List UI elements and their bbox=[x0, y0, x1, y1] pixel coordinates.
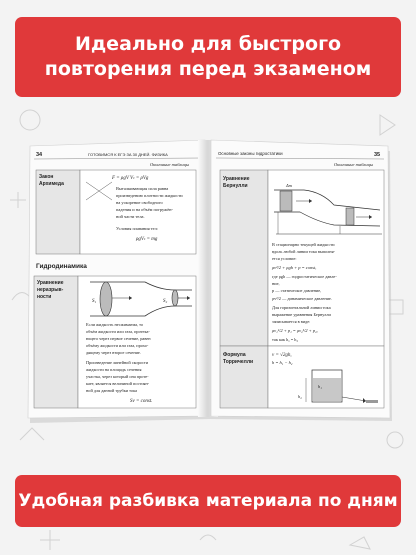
archimedes-formula: F = ρgV Vₜ = ρVg bbox=[112, 176, 149, 181]
float-condition: ρgVₜ = mg bbox=[136, 237, 158, 242]
bernoulli-label-2: Бернулли bbox=[223, 183, 248, 189]
left-running-head: ГОТОВИМСЯ К ЕГЭ ЗА 30 ДНЕЙ. ФИЗИКА bbox=[88, 152, 168, 157]
archimedes-line-4: падения и на объём погружён- bbox=[116, 207, 173, 212]
right-continuation: Окончание таблицы bbox=[334, 162, 373, 167]
bernoulli-label-1: Уравнение bbox=[223, 176, 250, 182]
right-running-head: Основные законы гидростатики bbox=[218, 151, 283, 156]
continuity-line-9: кает, является величиной постоян- bbox=[86, 381, 150, 386]
section-title-hydrodynamics: Гидродинамика bbox=[36, 263, 87, 270]
torricelli-h-relation: h = h₁ − h₂ bbox=[272, 360, 293, 365]
right-page-number: 35 bbox=[374, 152, 381, 158]
bernoulli-line-13: так как h₁ = h₂ bbox=[272, 337, 298, 342]
continuity-line-5: дящему через второе сечение. bbox=[86, 350, 141, 355]
torricelli-label-2: Торричелли bbox=[223, 359, 254, 365]
continuity-s2: S₂ bbox=[163, 299, 168, 304]
bernoulli-label-cell bbox=[220, 170, 268, 346]
left-page-number: 34 bbox=[36, 152, 43, 158]
left-page bbox=[28, 140, 205, 418]
bottom-banner bbox=[15, 475, 401, 527]
left-continuation: Окончание таблицы bbox=[150, 162, 189, 167]
continuity-line-2: объём жидкости или газа, протека- bbox=[86, 329, 150, 334]
continuity-line-3: ющего через первое сечение, равен bbox=[86, 336, 151, 341]
continuity-label-1: Уравнение bbox=[37, 280, 64, 286]
bernoulli-line-9: Для горизонтальной линии тока bbox=[272, 305, 331, 310]
bernoulli-line-7: p — статическое давление, bbox=[272, 288, 322, 293]
continuity-line-1: Если жидкость несжимаема, то bbox=[86, 322, 144, 327]
bernoulli-line-3: ется условие: bbox=[272, 256, 297, 261]
torricelli-label-1: Формула bbox=[223, 352, 246, 358]
bernoulli-line-11: записывается в виде: bbox=[272, 319, 311, 324]
torricelli-formula: v = √2gh, bbox=[272, 353, 292, 358]
continuity-line-8: участка, через который она проте- bbox=[86, 374, 149, 379]
archimedes-line-2: произведению плотности жидкости bbox=[116, 193, 183, 198]
torricelli-h1: h₁ bbox=[318, 384, 322, 389]
continuity-label-3: ности bbox=[37, 294, 52, 300]
continuity-line-10: ной для данной трубки тока bbox=[86, 388, 138, 393]
top-banner-text: Идеально для быстрого повторения перед экзаменом bbox=[44, 33, 372, 80]
continuity-line-7: жидкости на площадь сечения bbox=[86, 367, 142, 372]
archimedes-line-6: Условия плавания тел: bbox=[116, 226, 159, 231]
bernoulli-line-5: где ρgh — гидростатическое давле- bbox=[272, 274, 337, 279]
bernoulli-line-8: ρv²/2 — динамическое давление. bbox=[272, 296, 332, 301]
bernoulli-line-4: ρv²/2 + ρgh + p = const, bbox=[272, 265, 317, 270]
bottom-banner-text: Удобная разбивка материала по дням bbox=[18, 491, 398, 511]
bernoulli-line-2: вдоль любой линии тока выполня- bbox=[272, 249, 335, 254]
archimedes-line-5: ной части тела. bbox=[116, 214, 145, 219]
archimedes-label-1: Закон bbox=[39, 174, 54, 180]
continuity-line-4: объёму жидкости или газа, прохо- bbox=[86, 343, 149, 348]
bernoulli-line-10: выражение уравнения Бернулли bbox=[272, 312, 331, 317]
bernoulli-dm: Δm bbox=[286, 183, 292, 188]
continuity-formula: Sv = const. bbox=[130, 399, 153, 404]
continuity-label-2: неразрыв- bbox=[37, 287, 64, 293]
archimedes-line-1: Выталкивающая сила равна bbox=[116, 186, 169, 191]
torricelli-h2: h₂ bbox=[298, 394, 302, 399]
bernoulli-line-12: ρv₁²/2 + p₁ = ρv₂²/2 + p₂, bbox=[272, 328, 318, 333]
continuity-line-6: Произведение линейной скорости bbox=[86, 360, 149, 365]
bernoulli-line-1: В стационарно текущей жидкости bbox=[272, 242, 335, 247]
right-page bbox=[211, 140, 390, 418]
archimedes-line-3: на ускорение свободного bbox=[116, 200, 163, 205]
bernoulli-line-6: ние, bbox=[272, 281, 280, 286]
archimedes-label-2: Архимеда bbox=[39, 181, 64, 187]
continuity-s1: S₁ bbox=[92, 299, 97, 304]
